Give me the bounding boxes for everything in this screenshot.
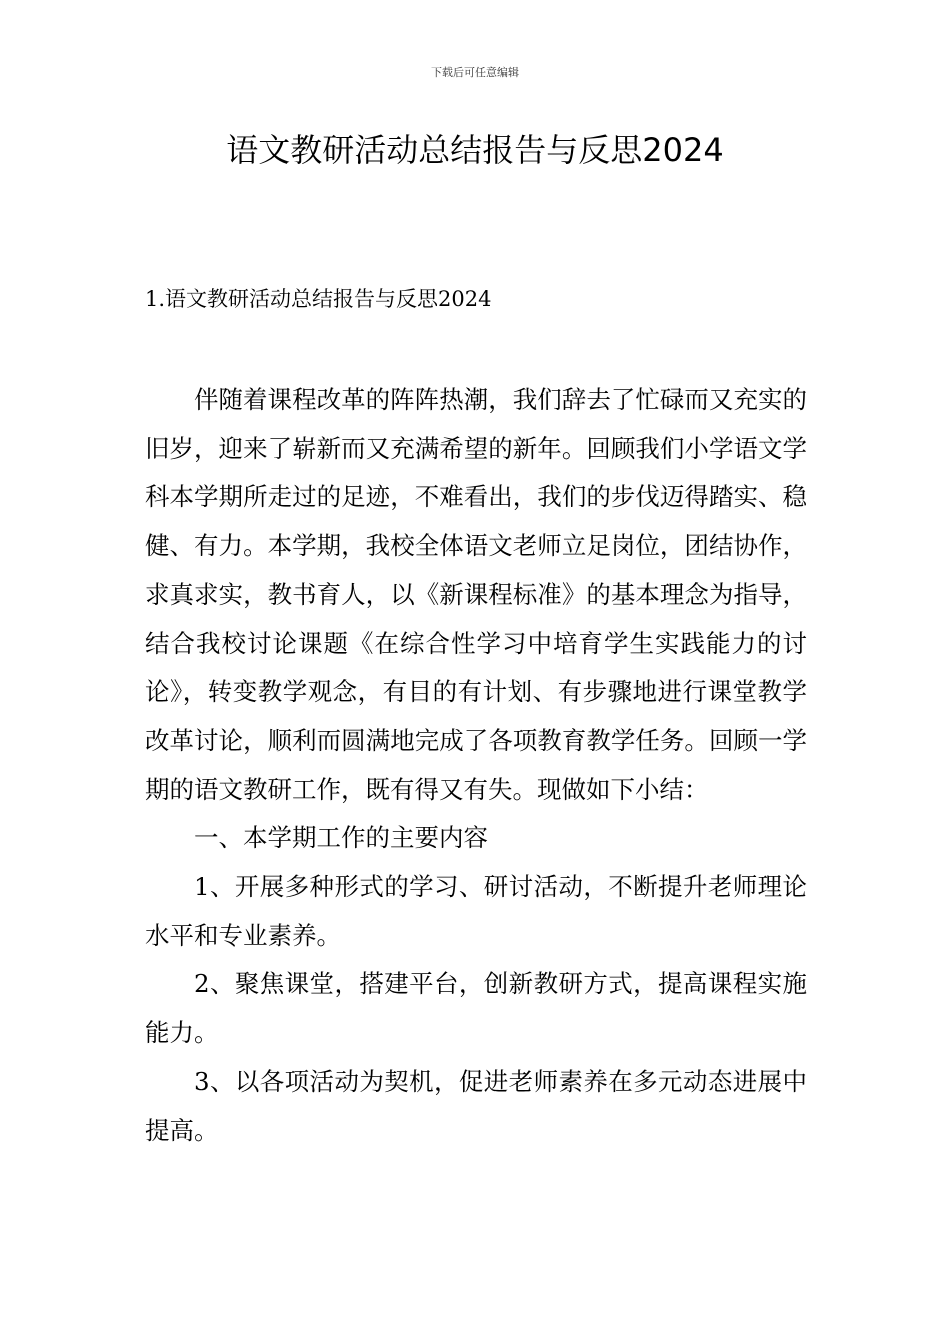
- paragraph-item-1: 1、开展多种形式的学习、研讨活动，不断提升老师理论水平和专业素养。: [145, 872, 807, 950]
- paragraph-item-2: 2、聚焦课堂，搭建平台，创新教研方式，提高课程实施能力。: [145, 969, 807, 1048]
- header-note: 下载后可任意编辑: [431, 66, 519, 79]
- paragraph-subheading: 一、本学期工作的主要内容: [194, 823, 488, 853]
- document-title: 语文教研活动总结报告与反思2024: [226, 131, 724, 169]
- section-heading: 1.语文教研活动总结报告与反思2024: [145, 287, 492, 311]
- paragraph-intro: 伴随着课程改革的阵阵热潮，我们辞去了忙碌而又充实的旧岁，迎来了崭新而又充满希望的新年。回顾我们小学语文学科本学期所走过的足迹，不难看出，我们的步伐迈得踏实、稳健、有力。本学期，我校全体语文老师立足岗位，团结协作，求真求实，教书育人，以《新课程标准》的基本理念为指导，结合我校讨论课题《在综合性学习中培育学生实践能力的讨论》，转变教学观念，有目的有计划、有步骤地进行课堂教学改革讨论，顺利而圆满地完成了各项教育教学任务。回顾一学期的语文教研工作，既有得又有失。现做如下小结：: [145, 385, 807, 804]
- paragraph-item-3: 3、以各项活动为契机，促进老师素养在多元动态进展中提高。: [145, 1066, 807, 1145]
- body-text: [145, 376, 807, 1155]
